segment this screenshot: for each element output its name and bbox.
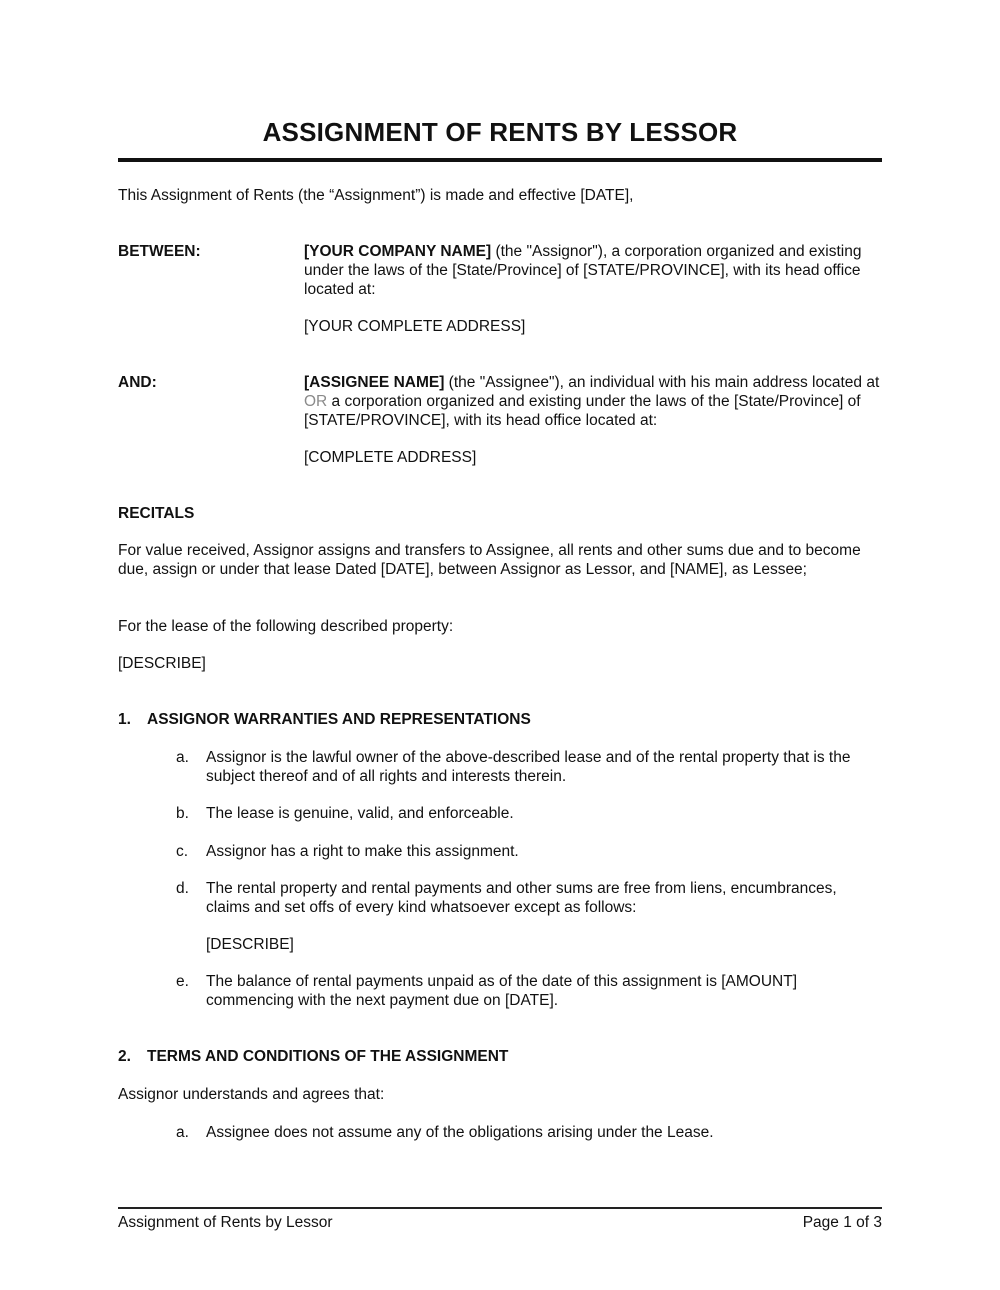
section-1-number: 1. — [118, 711, 131, 728]
between-label: BETWEEN: — [118, 243, 201, 260]
item-text: The balance of rental payments unpaid as of the date of this assignment is [AMOUNT] commencing with the next payment due on [DATE]. — [206, 973, 798, 1009]
assignee-desc-part1: (the "Assignee"), an individual with his main address located at — [444, 374, 880, 391]
assignee-description — [304, 373, 882, 430]
assignor-address: [YOUR COMPLETE ADDRESS] — [304, 318, 526, 335]
or-marker: OR — [304, 393, 328, 410]
assignee-name: [ASSIGNEE NAME] — [304, 374, 445, 391]
footer-page-number: Page 1 of 3 — [802, 1214, 882, 1231]
section-1-item-d — [176, 879, 882, 917]
document-title: ASSIGNMENT OF RENTS BY LESSOR — [262, 117, 738, 147]
item-letter: a. — [176, 1124, 189, 1141]
and-label: AND: — [118, 374, 157, 391]
footer-document-name: Assignment of Rents by Lessor — [118, 1214, 333, 1231]
item-letter: c. — [176, 843, 189, 860]
recitals-paragraph-1: For value received, Assignor assigns and transfers to Assignee, all rents and other sums due and to become due, assign or under that lease Dated [DATE], between Assignor as Lessor, and [NAME], as Lessee; — [118, 542, 861, 578]
section-2-number: 2. — [118, 1048, 131, 1065]
recitals-paragraph-2: For the lease of the following described property: — [118, 618, 454, 635]
item-text: The rental property and rental payments and other sums are free from liens, encumbrances, claims and set offs of every kind whatsoever except as follows: — [206, 880, 837, 916]
document-page — [118, 0, 882, 1290]
section-1-item-d-describe — [176, 935, 882, 954]
assignor-desc: (the "Assignor"), a corporation organized and existing under the laws of the [State/Province] of [STATE/PROVINCE], with its head office located at: — [304, 243, 862, 298]
section-2-intro: Assignor understands and agrees that: — [118, 1086, 385, 1103]
title-divider — [118, 158, 882, 162]
item-letter: b. — [176, 805, 189, 822]
intro-paragraph: This Assignment of Rents (the “Assignment”) is made and effective [DATE], — [118, 187, 634, 204]
section-1-item-a — [176, 748, 882, 786]
assignor-description — [304, 242, 882, 299]
assignee-address: [COMPLETE ADDRESS] — [304, 449, 477, 466]
section-2-title: TERMS AND CONDITIONS OF THE ASSIGNMENT — [147, 1048, 509, 1065]
section-1-item-e — [176, 972, 882, 1010]
item-text: Assignor is the lawful owner of the above-described lease and of the rental property that is the subject thereof and of all rights and interests therein. — [206, 749, 851, 785]
section-1-heading — [118, 710, 531, 729]
recitals-paragraph-3: [DESCRIBE] — [118, 655, 206, 672]
item-letter: a. — [176, 749, 189, 766]
item-text: Assignor has a right to make this assignment. — [206, 843, 519, 860]
item-letter: e. — [176, 973, 189, 990]
section-1-item-c — [176, 842, 882, 861]
item-letter: d. — [176, 880, 189, 897]
section-1-item-b — [176, 804, 882, 823]
item-text: Assignee does not assume any of the obligations arising under the Lease. — [206, 1124, 714, 1141]
assignor-name: [YOUR COMPANY NAME] — [304, 243, 492, 260]
section-2-heading — [118, 1047, 508, 1066]
item-text: The lease is genuine, valid, and enforceable. — [206, 805, 514, 822]
footer-divider — [118, 1207, 882, 1209]
item-subtext: [DESCRIBE] — [206, 936, 294, 953]
section-1-title: ASSIGNOR WARRANTIES AND REPRESENTATIONS — [147, 711, 531, 728]
section-2-item-a — [176, 1123, 882, 1142]
assignee-desc-part2: a corporation organized and existing under the laws of the [State/Province] of [STATE/PROVINCE], with its head office located at: — [304, 393, 861, 429]
recitals-heading: RECITALS — [118, 505, 195, 522]
